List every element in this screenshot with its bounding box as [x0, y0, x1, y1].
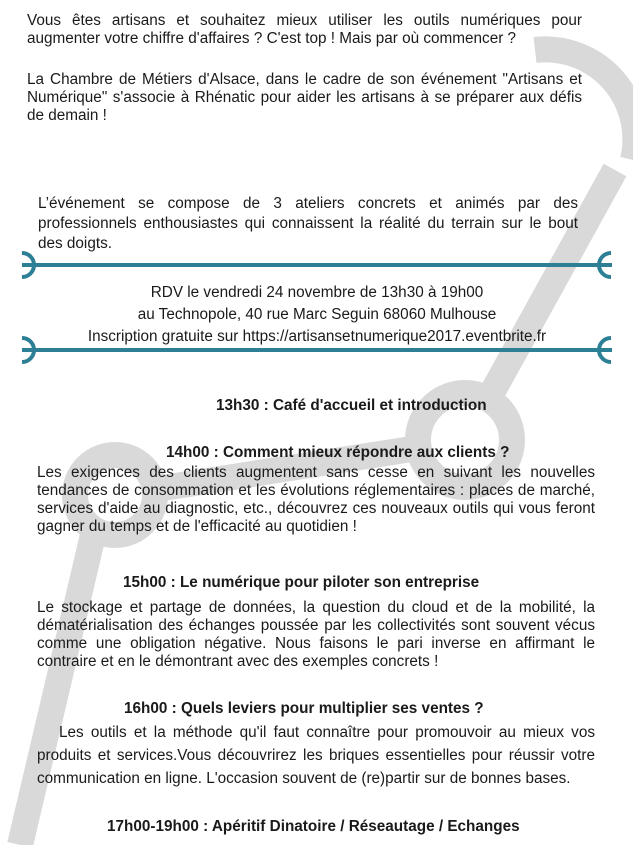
divider-bottom-ends	[0, 335, 633, 365]
intro-paragraph-1: Vous êtes artisans et souhaitez mieux utiliser les outils numériques pour augmenter votre chiffre d'affaires ? C'est top ! Mais par où commencer ?	[27, 12, 582, 47]
program-heading-1330: 13h30 : Café d'accueil et introduction	[216, 397, 487, 414]
event-date: RDV le vendredi 24 novembre de 13h30 à 19h00	[150, 284, 484, 301]
program-body-1400: Les exigences des clients augmentent sans cesse en suivant les nouvelles tendances de consommation et les évolutions réglementaires : places de marché, services d'aide au diagnostic, etc., découvrez ces nouveaux outils qui vous feront gagner du temps et de l'efficacité au quotidien !	[37, 464, 595, 535]
event-location: au Technopole, 40 rue Marc Seguin 68060 Mulhouse	[137, 306, 497, 323]
program-heading-1600: 16h00 : Quels leviers pour multiplier ses ventes ?	[124, 700, 484, 717]
intro-paragraph-2: La Chambre de Métiers d'Alsace, dans le cadre de son événement "Artisans et Numérique" s'associe à Rhénatic pour aider les artisans à se préparer aux défis de demain !	[27, 71, 582, 124]
program-heading-1500: 15h00 : Le numérique pour piloter son entreprise	[123, 574, 480, 591]
divider-cap-left	[22, 338, 34, 362]
program-heading-1700: 17h00-19h00 : Apéritif Dinatoire / Réseautage / Echanges	[107, 818, 520, 835]
program-body-1500: Le stockage et partage de données, la question du cloud et de la mobilité, la dématérialisation des échanges poussée par les collectivités sont souvent vécus comme une obligation négative. Nous faisons le pari inverse en affirmant le contraire et en le démontrant avec des exemples concrets !	[37, 599, 595, 670]
program-heading-1400: 14h00 : Comment mieux répondre aux clients ?	[166, 444, 510, 461]
intro-paragraph-3: L’événement se compose de 3 ateliers concrets et animés par des professionnels enthousiastes qui connaissent la réalité du terrain sur le bout des doigts.	[38, 195, 578, 252]
event-registration: Inscription gratuite sur https://artisansetnumerique2017.eventbrite.fr	[87, 328, 547, 345]
divider-cap-right	[599, 253, 611, 277]
divider-cap-left	[22, 253, 34, 277]
divider-cap-right	[599, 338, 611, 362]
watermark-line	[20, 535, 93, 845]
divider-top-ends	[0, 250, 633, 280]
program-body-1600: Les outils et la méthode qu'il faut connaître pour promouvoir au mieux vos produits et services.Vous découvrirez les briques essentielles pour réussir votre communication en ligne. L'occasion souvent de (re)partir sur de bonnes bases.	[37, 724, 595, 787]
